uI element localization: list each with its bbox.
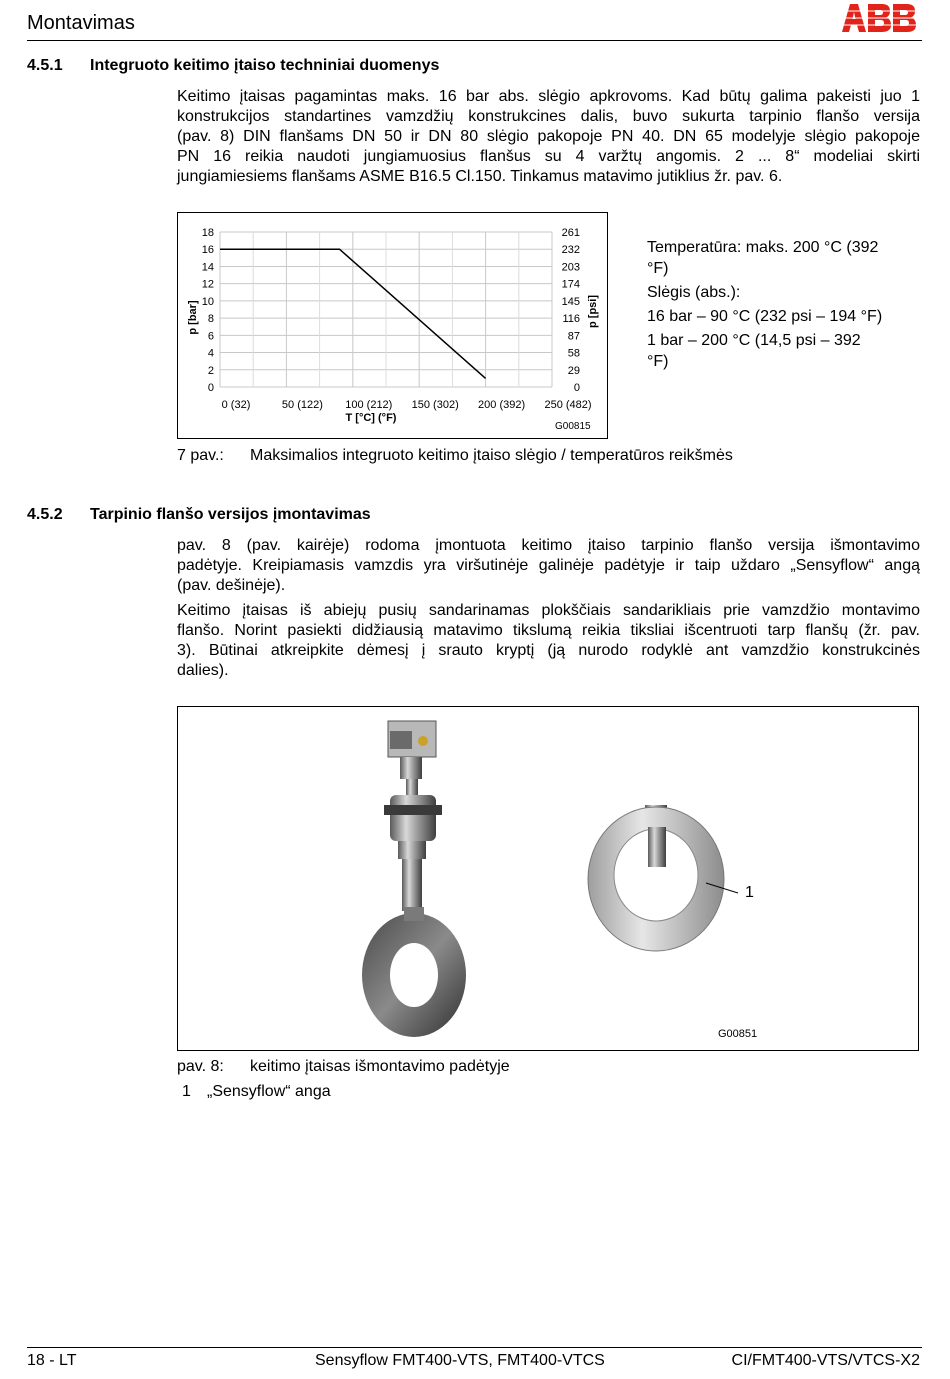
- y-tick-label: 2: [207, 364, 214, 377]
- pressure-temperature-chart: [177, 212, 608, 439]
- section1-paragraph: [177, 87, 920, 187]
- y-tick-label: 18: [201, 227, 214, 239]
- y2-axis-label: p [psi]: [587, 295, 599, 328]
- paragraph-line: 3). Būtinai atkreipkite dėmesį į srauto kryptį (ją nurodo rodyklė ant vamzdžio konstrukcinės: [177, 642, 920, 659]
- note-line: 16 bar – 90 °C (232 psi – 194 °F): [647, 308, 883, 325]
- y-tick-label: 4: [207, 347, 214, 360]
- y2-tick-label: 174: [561, 278, 580, 291]
- x-tick-label: 0 (32): [221, 399, 251, 411]
- x-tick-label: 250 (482): [544, 399, 592, 411]
- paragraph-line: dalies).: [177, 662, 229, 679]
- footer-page-number: 18 - LT: [27, 1352, 77, 1369]
- y-tick-label: 6: [207, 330, 214, 343]
- callout-number: 1: [745, 884, 754, 901]
- paragraph-line: flanšo. Norint pasiekti didžiausią matavimo tikslumą reikia tiksliai išcentruoti tarp flanšų (žr. pav.: [177, 622, 920, 639]
- figure-label: 7 pav.:: [177, 447, 224, 464]
- paragraph-line: (pav. 8) DIN flanšams DN 50 ir DN 80 slėgio pakopoje PN 40. DN 65 modelyje slėgio pakopoje: [177, 128, 920, 145]
- section-title: Integruoto keitimo įtaiso techniniai duomenys: [90, 57, 440, 74]
- x-tick-label: 50 (122): [281, 399, 323, 411]
- device-photo-figure: [177, 706, 919, 1051]
- abb-logo: [840, 2, 920, 34]
- device-photo: [178, 707, 919, 1051]
- y2-tick-label: 87: [567, 330, 580, 343]
- section-number: 4.5.1: [27, 57, 63, 74]
- figure-label: pav. 8:: [177, 1058, 224, 1075]
- legend-item-text: „Sensyflow“ anga: [207, 1083, 331, 1100]
- chart-notes: [647, 237, 917, 372]
- x-axis-label: T [°C] (°F): [345, 412, 397, 424]
- y2-tick-label: 29: [567, 364, 580, 377]
- note-line: °F): [647, 260, 669, 277]
- y2-tick-label: 116: [562, 313, 580, 326]
- y2-tick-label: 0: [573, 382, 580, 394]
- y-tick-label: 16: [201, 244, 214, 257]
- x-tick-label: 150 (302): [411, 399, 459, 411]
- y-axis-label: p [bar]: [187, 300, 199, 335]
- note-line: Slėgis (abs.):: [647, 284, 741, 301]
- y-tick-label: 8: [207, 313, 214, 326]
- legend-item-number: 1: [182, 1083, 191, 1100]
- paragraph-line: pav. 8 (pav. kairėje) rodoma įmontuota keitimo įtaiso tarpinio flanšo versija išmontavimo: [177, 537, 920, 554]
- y2-tick-label: 232: [561, 244, 580, 257]
- y-tick-label: 12: [201, 278, 214, 291]
- paragraph-line: Keitimo įtaisas pagamintas maks. 16 bar abs. slėgio apkrovoms. Kad būtų galima pakeisti juo 1: [177, 88, 920, 105]
- y-tick-label: 0: [207, 382, 214, 394]
- paragraph-line: (pav. dešinėje).: [177, 577, 286, 594]
- figure-caption: Maksimalios integruoto keitimo įtaiso slėgio / temperatūros reikšmės: [250, 447, 733, 464]
- note-line: 1 bar – 200 °C (14,5 psi – 392: [647, 332, 861, 349]
- section2-paragraph-2: [177, 601, 920, 681]
- figure-code: G00851: [718, 1028, 758, 1040]
- section-number: 4.5.2: [27, 506, 63, 523]
- section-title: Tarpinio flanšo versijos įmontavimas: [90, 506, 371, 523]
- chart-code: G00815: [555, 421, 591, 432]
- y2-tick-label: 58: [567, 347, 580, 360]
- paragraph-line: padėtyje. Kreipiamasis vamzdis yra viršutinėje galinėje padėtyje ir taip uždaro „Sensyflow“ angą: [177, 557, 920, 574]
- note-line: Temperatūra: maks. 200 °C (392: [647, 239, 879, 256]
- header-rule: [27, 40, 922, 41]
- x-tick-label: 100 (212): [345, 399, 393, 411]
- paragraph-line: Keitimo įtaisas iš abiejų pusių sandarinamas plokščiais sandarikliais prie vamzdžio montavimo: [177, 602, 920, 619]
- paragraph-line: konstrukcijos standartines vamzdžių konstrukcines dalis, buvo sukurta tarpinio flanšo versija: [177, 108, 920, 125]
- page-header-title: Montavimas: [27, 12, 135, 34]
- figure-caption: keitimo įtaisas išmontavimo padėtyje: [250, 1058, 510, 1075]
- section2-paragraph-1: [177, 536, 920, 596]
- footer-rule: [27, 1347, 922, 1348]
- paragraph-line: PN 16 reikia naudoti jungiamuosius flanšus su 4 varžtų angomis. 2 ... 8“ modeliai skirti: [177, 148, 920, 165]
- footer-doc-id: CI/FMT400-VTS/VTCS-X2: [731, 1352, 920, 1369]
- paragraph-line: jungiamiesiems flanšams ASME B16.5 Cl.150. Tinkamus matavimo jutiklius žr. pav. 6.: [177, 168, 783, 185]
- y2-tick-label: 261: [561, 227, 580, 239]
- footer-product: Sensyflow FMT400-VTS, FMT400-VTCS: [315, 1352, 605, 1369]
- x-tick-label: 200 (392): [478, 399, 526, 411]
- y-tick-label: 10: [201, 295, 214, 308]
- y-tick-label: 14: [201, 261, 214, 274]
- y2-tick-label: 145: [561, 295, 580, 308]
- y2-tick-label: 203: [561, 261, 580, 274]
- note-line: °F): [647, 353, 669, 370]
